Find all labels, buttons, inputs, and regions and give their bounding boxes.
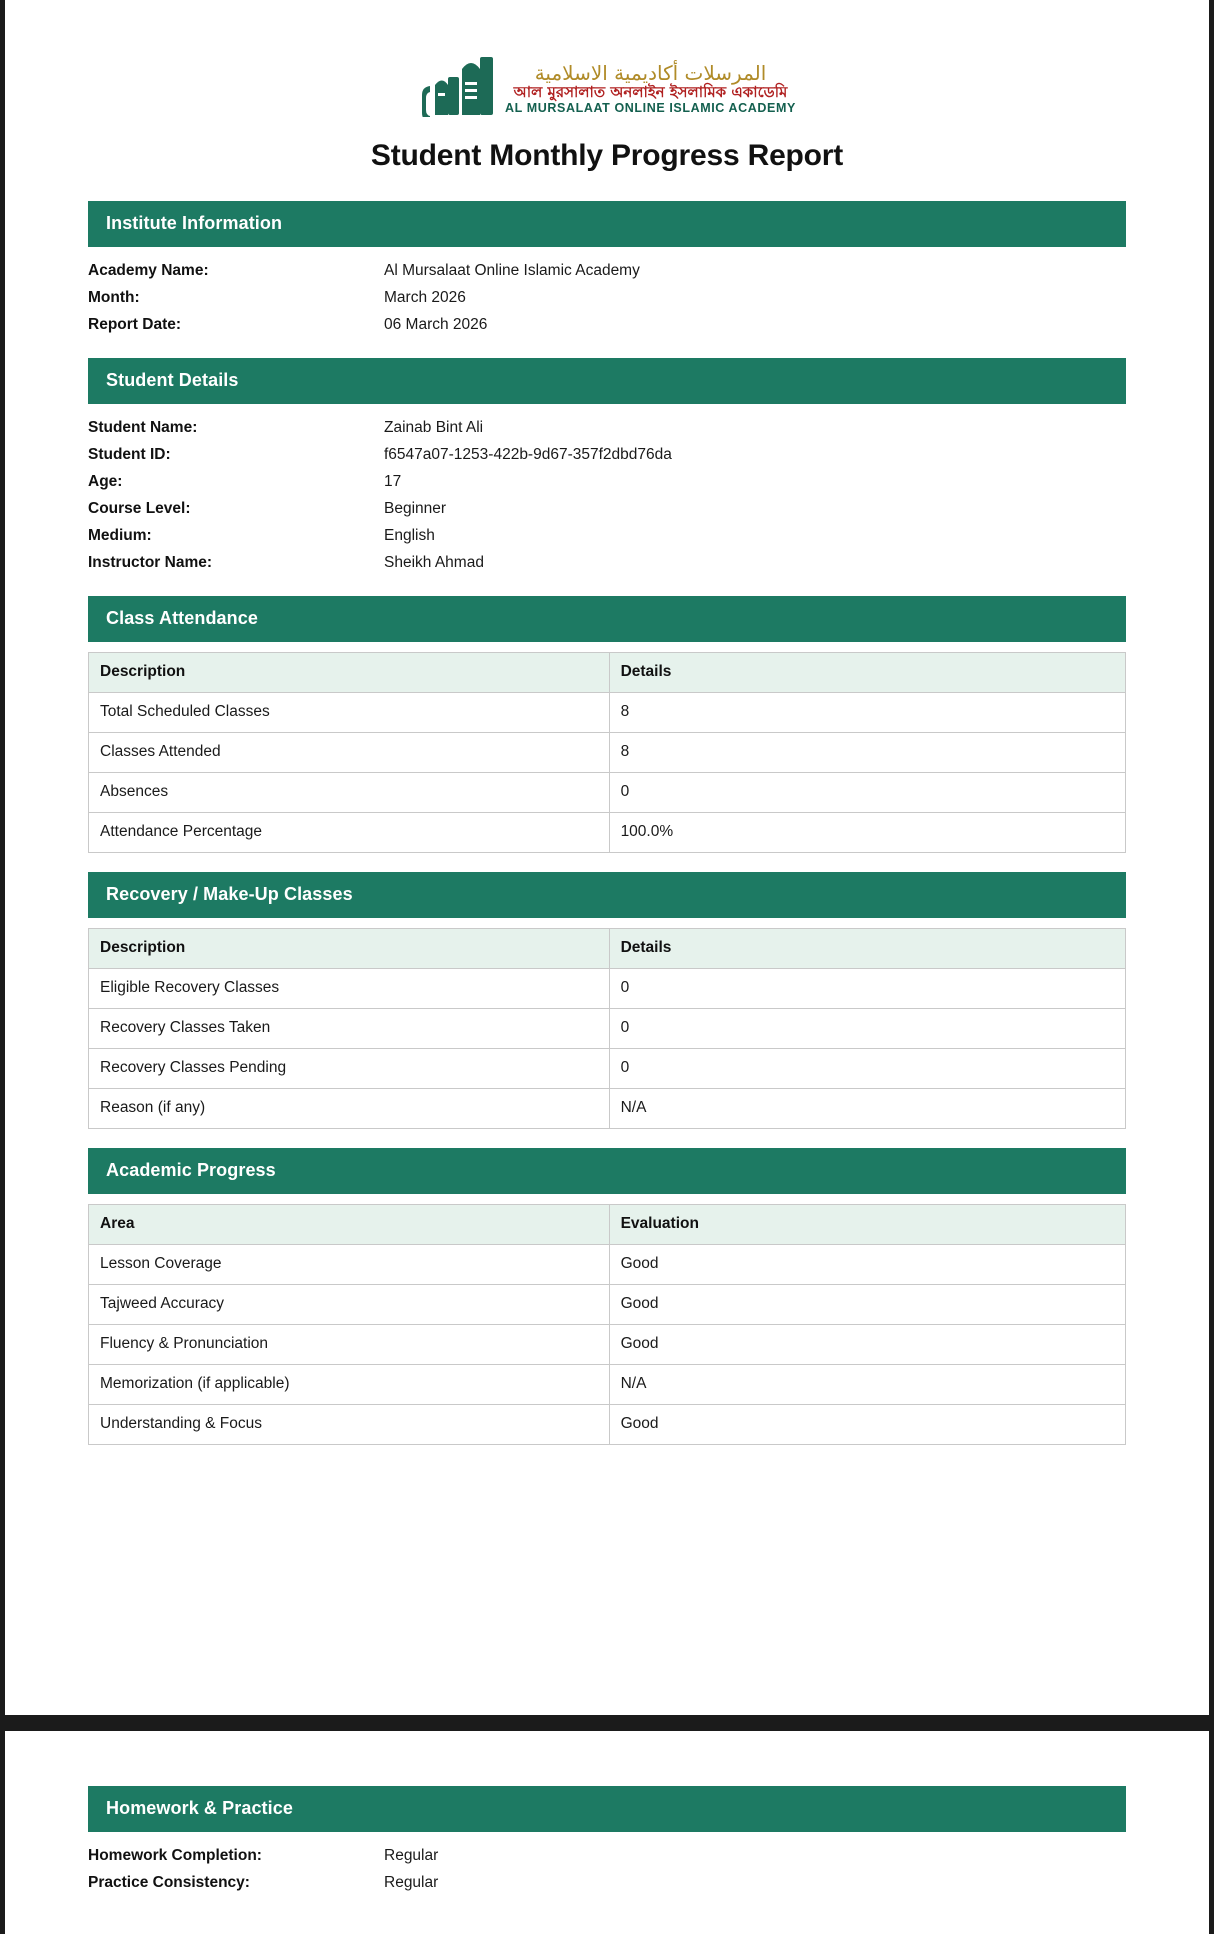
cell-description: Attendance Percentage xyxy=(89,813,610,853)
logo-english-text: AL MURSALAAT ONLINE ISLAMIC ACADEMY xyxy=(505,101,796,115)
kv-row xyxy=(88,1843,1126,1870)
cell-area: Lesson Coverage xyxy=(89,1245,610,1285)
kv-row xyxy=(88,550,1126,577)
table-row xyxy=(89,733,1126,773)
table-row xyxy=(89,1405,1126,1445)
section-header-institute-information: Institute Information xyxy=(88,201,1126,247)
cell-details: 100.0% xyxy=(609,813,1125,853)
field-value: Zainab Bint Ali xyxy=(384,419,484,436)
cell-details: N/A xyxy=(609,1089,1125,1129)
kv-row xyxy=(88,1870,1126,1897)
kv-row xyxy=(88,312,1126,339)
cell-evaluation: Good xyxy=(609,1245,1125,1285)
table-row xyxy=(89,1089,1126,1129)
kv-row xyxy=(88,469,1126,496)
field-label: Instructor Name: xyxy=(88,554,213,571)
kv-row xyxy=(88,285,1126,312)
field-value: Al Mursalaat Online Islamic Academy xyxy=(384,262,640,279)
field-value: 17 xyxy=(384,473,402,490)
table-row xyxy=(89,1049,1126,1089)
cell-evaluation: Good xyxy=(609,1325,1125,1365)
cell-evaluation: Good xyxy=(609,1285,1125,1325)
report-page-2 xyxy=(5,1731,1209,1934)
table-row xyxy=(89,1365,1126,1405)
logo-arabic-text: المرسلات أكاديمية الاسلامية xyxy=(534,60,767,85)
table-row xyxy=(89,813,1126,853)
class-attendance-table xyxy=(88,652,1126,853)
academic-progress-table xyxy=(88,1204,1126,1445)
cell-details: 0 xyxy=(609,1009,1125,1049)
section-header-academic-progress: Academic Progress xyxy=(88,1148,1126,1194)
student-details-list xyxy=(88,404,1126,577)
table-header-row xyxy=(89,929,1126,969)
field-label: Month: xyxy=(88,289,140,306)
column-header: Evaluation xyxy=(609,1205,1125,1245)
institute-information-list xyxy=(88,247,1126,339)
table-row xyxy=(89,693,1126,733)
cell-description: Recovery Classes Taken xyxy=(89,1009,610,1049)
field-label: Homework Completion: xyxy=(88,1847,262,1864)
cell-description: Recovery Classes Pending xyxy=(89,1049,610,1089)
column-header: Details xyxy=(609,929,1125,969)
table-row xyxy=(89,969,1126,1009)
logo-bangla-text: আল মুরসালাত অনলাইন ইসলামিক একাডেমি xyxy=(513,83,788,102)
table-row xyxy=(89,1285,1126,1325)
cell-details: 0 xyxy=(609,969,1125,1009)
table-row xyxy=(89,1245,1126,1285)
section-header-student-details: Student Details xyxy=(88,358,1126,404)
field-label: Medium: xyxy=(88,527,152,544)
field-value: Regular xyxy=(384,1847,439,1864)
page-title: Student Monthly Progress Report xyxy=(370,139,844,172)
cell-description: Classes Attended xyxy=(89,733,610,773)
homework-practice-list xyxy=(88,1832,1126,1897)
kv-row xyxy=(88,415,1126,442)
recovery-classes-table xyxy=(88,928,1126,1129)
column-header: Area xyxy=(89,1205,610,1245)
section-header-homework-practice: Homework & Practice xyxy=(88,1786,1126,1832)
field-label: Academy Name: xyxy=(88,262,209,279)
cell-details: 0 xyxy=(609,773,1125,813)
field-value: Regular xyxy=(384,1874,439,1891)
column-header: Description xyxy=(89,653,610,693)
table-row xyxy=(89,1009,1126,1049)
field-label: Age: xyxy=(88,473,123,490)
section-header-class-attendance: Class Attendance xyxy=(88,596,1126,642)
academy-monogram-icon xyxy=(418,55,496,117)
cell-details: 8 xyxy=(609,733,1125,773)
cell-area: Tajweed Accuracy xyxy=(89,1285,610,1325)
column-header: Description xyxy=(89,929,610,969)
academy-logo xyxy=(88,0,1126,117)
cell-description: Eligible Recovery Classes xyxy=(89,969,610,1009)
cell-area: Fluency & Pronunciation xyxy=(89,1325,610,1365)
table-row xyxy=(89,773,1126,813)
report-page-1 xyxy=(5,0,1209,1715)
field-value: f6547a07-1253-422b-9d67-357f2dbd76da xyxy=(384,446,672,463)
field-value: 06 March 2026 xyxy=(384,316,488,333)
field-value: Beginner xyxy=(384,500,447,517)
kv-row xyxy=(88,523,1126,550)
field-label: Student Name: xyxy=(88,419,198,436)
cell-description: Total Scheduled Classes xyxy=(89,693,610,733)
field-value: Sheikh Ahmad xyxy=(384,554,484,571)
field-value: English xyxy=(384,527,435,544)
cell-description: Absences xyxy=(89,773,610,813)
cell-details: 8 xyxy=(609,693,1125,733)
field-label: Practice Consistency: xyxy=(88,1874,250,1891)
cell-details: 0 xyxy=(609,1049,1125,1089)
cell-evaluation: Good xyxy=(609,1405,1125,1445)
table-header-row xyxy=(89,653,1126,693)
cell-area: Understanding & Focus xyxy=(89,1405,610,1445)
kv-row xyxy=(88,442,1126,469)
kv-row xyxy=(88,258,1126,285)
field-value: March 2026 xyxy=(384,289,466,306)
field-label: Report Date: xyxy=(88,316,182,333)
field-label: Course Level: xyxy=(88,500,191,517)
table-header-row xyxy=(89,1205,1126,1245)
cell-description: Reason (if any) xyxy=(89,1089,610,1129)
field-label: Student ID: xyxy=(88,446,171,463)
column-header: Details xyxy=(609,653,1125,693)
section-header-recovery-classes: Recovery / Make-Up Classes xyxy=(88,872,1126,918)
cell-evaluation: N/A xyxy=(609,1365,1125,1405)
cell-area: Memorization (if applicable) xyxy=(89,1365,610,1405)
table-row xyxy=(89,1325,1126,1365)
kv-row xyxy=(88,496,1126,523)
